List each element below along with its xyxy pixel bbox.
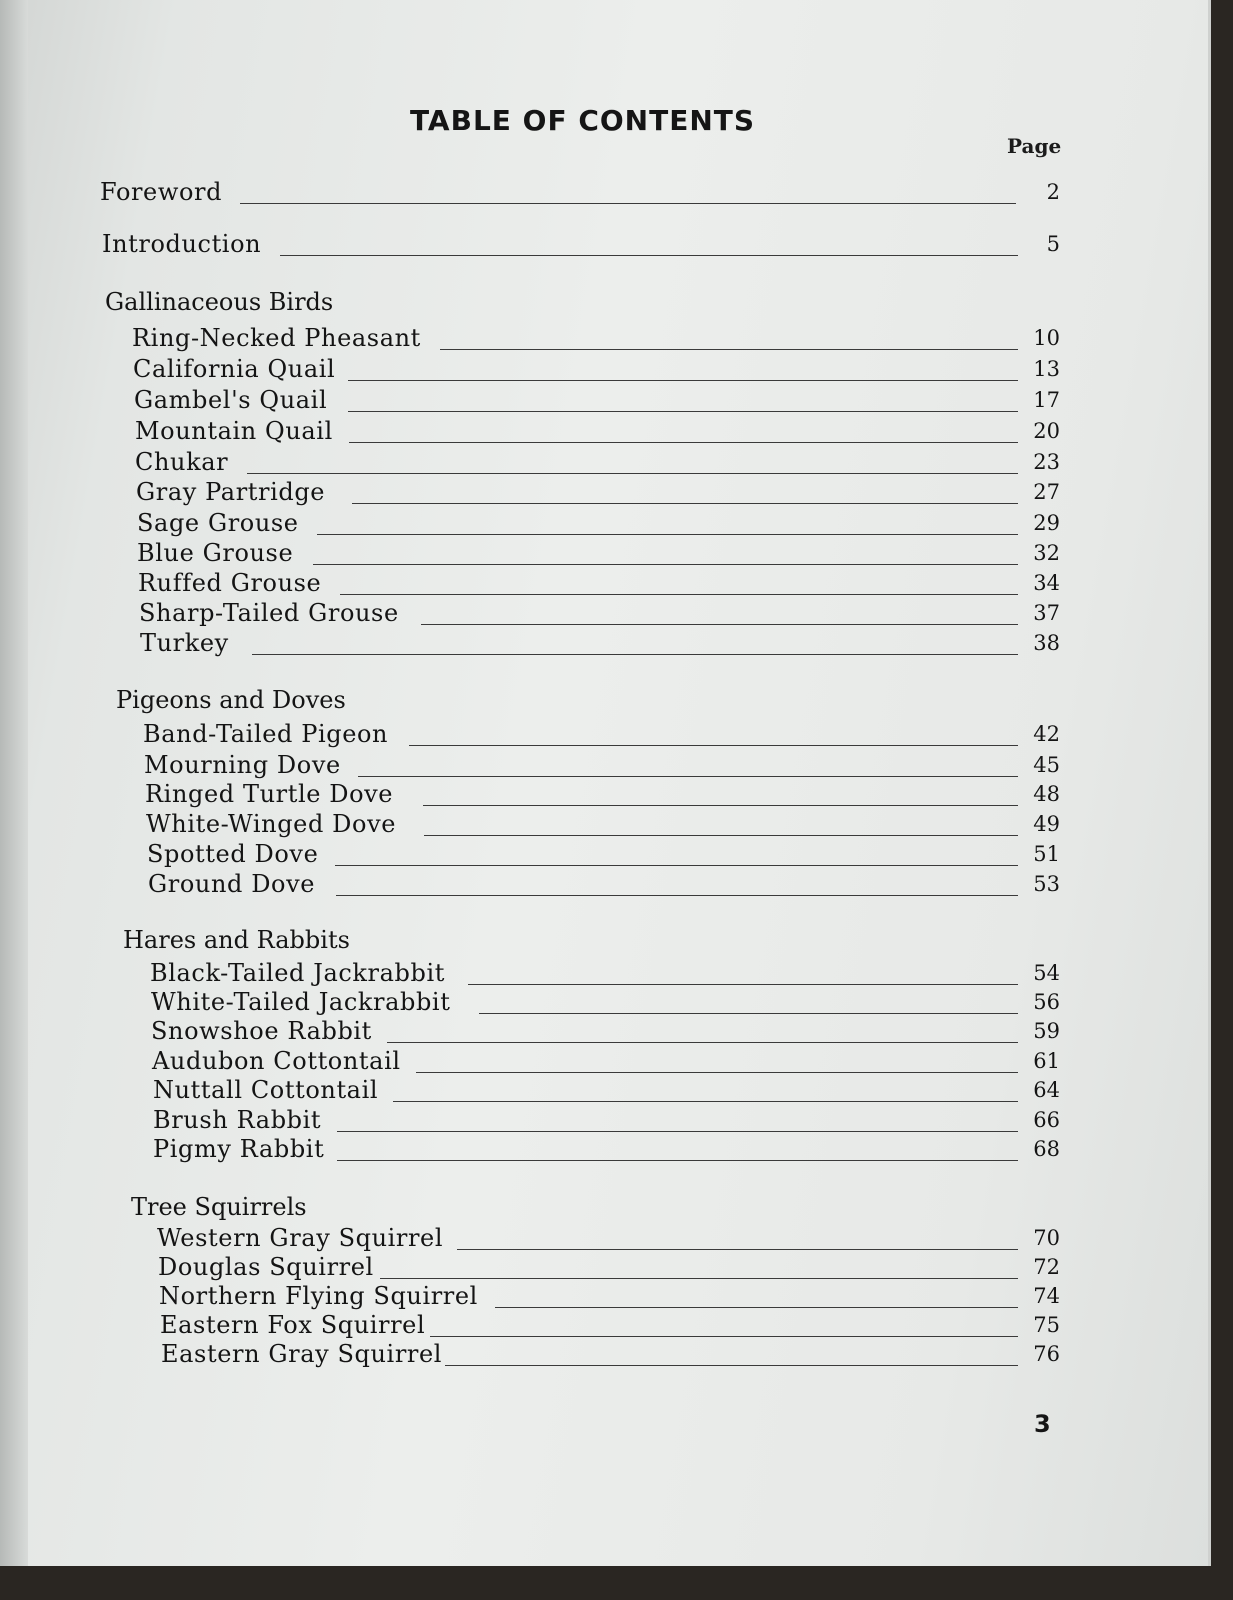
toc-entry-label: Spotted Dove <box>147 840 319 868</box>
toc-entry-page: 75 <box>1033 1313 1060 1337</box>
toc-entry-page: 64 <box>1033 1078 1060 1102</box>
section-heading: Gallinaceous Birds <box>105 288 334 316</box>
dot-leader <box>387 1042 1018 1043</box>
toc-entry[interactable] <box>139 601 1060 631</box>
dot-leader <box>280 255 1018 256</box>
toc-entry-page: 72 <box>1033 1255 1060 1279</box>
section-heading: Pigeons and Doves <box>116 686 346 714</box>
dot-leader <box>352 503 1018 504</box>
dot-leader <box>317 534 1018 535</box>
toc-entry[interactable] <box>146 812 1060 842</box>
toc-entry-page: 37 <box>1033 601 1060 625</box>
toc-entry-label: Eastern Fox Squirrel <box>160 1311 426 1339</box>
toc-entry-page: 59 <box>1033 1019 1060 1043</box>
toc-entry[interactable] <box>102 232 1060 262</box>
section-heading: Tree Squirrels <box>131 1193 307 1221</box>
dot-leader <box>358 776 1018 777</box>
toc-entry-page: 66 <box>1033 1108 1060 1132</box>
toc-entry-page: 56 <box>1033 990 1060 1014</box>
toc-entry-label: White-Winged Dove <box>146 810 397 838</box>
dot-leader <box>313 564 1018 565</box>
toc-entry-label: Ringed Turtle Dove <box>145 780 394 808</box>
toc-entry-label: Chukar <box>135 448 229 476</box>
toc-entry[interactable] <box>151 990 1060 1020</box>
toc-entry[interactable] <box>153 1108 1060 1138</box>
toc-entry-label: Pigmy Rabbit <box>153 1135 325 1163</box>
toc-entry-page: 74 <box>1033 1284 1060 1308</box>
toc-entry-label: Sharp-Tailed Grouse <box>139 599 399 627</box>
dot-leader <box>337 1160 1018 1161</box>
toc-entry-label: Blue Grouse <box>137 539 294 567</box>
dot-leader <box>468 984 1018 985</box>
toc-entry-page: 49 <box>1033 812 1060 836</box>
toc-entry-page: 48 <box>1033 782 1060 806</box>
dot-leader <box>380 1278 1018 1279</box>
toc-entry[interactable] <box>147 842 1060 872</box>
dot-leader <box>252 654 1018 655</box>
toc-entry-page: 27 <box>1033 480 1060 504</box>
toc-entry-label: Sage Grouse <box>137 509 299 537</box>
dot-leader <box>479 1013 1018 1014</box>
dot-leader <box>424 835 1018 836</box>
toc-entry-label: Mourning Dove <box>144 751 341 779</box>
dot-leader <box>409 745 1018 746</box>
toc-entry[interactable] <box>158 1255 1060 1285</box>
toc-entry-label: Black-Tailed Jackrabbit <box>150 959 445 987</box>
toc-entry-page: 5 <box>1046 232 1060 256</box>
toc-entry-label: Snowshoe Rabbit <box>151 1017 372 1045</box>
toc-entry[interactable] <box>153 1078 1060 1108</box>
toc-entry[interactable] <box>152 1049 1060 1079</box>
toc-entry-label: Turkey <box>140 629 229 657</box>
toc-entry-page: 2 <box>1046 180 1060 204</box>
page-gutter-shadow <box>0 0 28 1566</box>
dot-leader <box>393 1101 1018 1102</box>
dot-leader <box>495 1307 1018 1308</box>
toc-entry[interactable] <box>135 419 1060 449</box>
toc-entry-page: 53 <box>1033 872 1060 896</box>
toc-entry[interactable] <box>137 541 1060 571</box>
dot-leader <box>340 594 1018 595</box>
toc-entry-label: Eastern Gray Squirrel <box>161 1340 443 1368</box>
toc-entry[interactable] <box>133 357 1060 387</box>
toc-entry-page: 51 <box>1033 842 1060 866</box>
toc-entry-page: 13 <box>1033 357 1060 381</box>
toc-entry-label: Brush Rabbit <box>153 1106 322 1134</box>
page-title: TABLE OF CONTENTS <box>410 104 756 137</box>
toc-entry-label: Nuttall Cottontail <box>153 1076 379 1104</box>
section-heading: Hares and Rabbits <box>123 926 350 954</box>
toc-entry-label: Ground Dove <box>148 870 316 898</box>
dot-leader <box>335 865 1018 866</box>
toc-entry-label: Audubon Cottontail <box>152 1047 401 1075</box>
dot-leader <box>348 411 1018 412</box>
toc-entry[interactable] <box>145 782 1060 812</box>
toc-entry-label: White-Tailed Jackrabbit <box>151 988 451 1016</box>
toc-entry[interactable] <box>136 480 1060 510</box>
toc-entry-label: Ruffed Grouse <box>138 569 322 597</box>
toc-entry[interactable] <box>159 1284 1060 1314</box>
toc-entry[interactable] <box>148 872 1060 902</box>
toc-entry-page: 29 <box>1033 511 1060 535</box>
toc-entry[interactable] <box>134 388 1060 418</box>
dot-leader <box>240 203 1016 204</box>
toc-entry-label: Foreword <box>100 178 223 206</box>
dot-leader <box>430 1336 1018 1337</box>
toc-entry-label: Gambel's Quail <box>134 386 328 414</box>
toc-entry[interactable] <box>153 1137 1060 1167</box>
toc-entry[interactable] <box>151 1019 1060 1049</box>
dot-leader <box>247 473 1018 474</box>
toc-entry-page: 34 <box>1033 571 1060 595</box>
toc-entry[interactable] <box>157 1226 1060 1256</box>
dot-leader <box>336 895 1018 896</box>
toc-entry-page: 20 <box>1033 419 1060 443</box>
toc-entry-label: Mountain Quail <box>135 417 333 445</box>
toc-entry[interactable] <box>132 326 1060 356</box>
toc-entry-page: 68 <box>1033 1137 1060 1161</box>
toc-entry[interactable] <box>135 450 1060 480</box>
toc-entry[interactable] <box>160 1313 1060 1343</box>
toc-entry-page: 38 <box>1033 631 1060 655</box>
dot-leader <box>457 1249 1018 1250</box>
toc-entry-page: 61 <box>1033 1049 1060 1073</box>
toc-entry[interactable] <box>150 961 1060 991</box>
dot-leader <box>423 805 1018 806</box>
page-number: 3 <box>1034 1410 1051 1438</box>
dot-leader <box>440 349 1018 350</box>
toc-entry[interactable] <box>138 571 1060 601</box>
toc-entry-label: Northern Flying Squirrel <box>159 1282 478 1310</box>
dot-leader <box>348 380 1018 381</box>
toc-entry[interactable] <box>161 1342 1060 1372</box>
page-column-header: Page <box>1007 134 1062 158</box>
toc-entry-page: 10 <box>1033 326 1060 350</box>
toc-entry-label: Introduction <box>102 230 262 258</box>
toc-entry[interactable] <box>100 180 1060 210</box>
toc-entry-label: Ring-Necked Pheasant <box>132 324 421 352</box>
toc-entry-page: 54 <box>1033 961 1060 985</box>
toc-entry[interactable] <box>137 511 1060 541</box>
toc-entry-label: Douglas Squirrel <box>158 1253 374 1281</box>
toc-entry-page: 23 <box>1033 450 1060 474</box>
toc-entry-page: 17 <box>1033 388 1060 412</box>
toc-entry-page: 76 <box>1033 1342 1060 1366</box>
toc-entry-page: 32 <box>1033 541 1060 565</box>
toc-entry-label: Band-Tailed Pigeon <box>143 720 389 748</box>
toc-entry[interactable] <box>140 631 1060 661</box>
dot-leader <box>349 442 1018 443</box>
dot-leader <box>416 1072 1018 1073</box>
toc-entry-label: Western Gray Squirrel <box>157 1224 444 1252</box>
dot-leader <box>445 1365 1018 1366</box>
toc-entry-page: 45 <box>1033 753 1060 777</box>
toc-entry[interactable] <box>144 753 1060 783</box>
toc-entry-page: 70 <box>1033 1226 1060 1250</box>
toc-entry-label: California Quail <box>133 355 336 383</box>
toc-entry[interactable] <box>143 722 1060 752</box>
toc-entry-page: 42 <box>1033 722 1060 746</box>
toc-entry-label: Gray Partridge <box>136 478 326 506</box>
dot-leader <box>337 1131 1018 1132</box>
dot-leader <box>421 624 1018 625</box>
